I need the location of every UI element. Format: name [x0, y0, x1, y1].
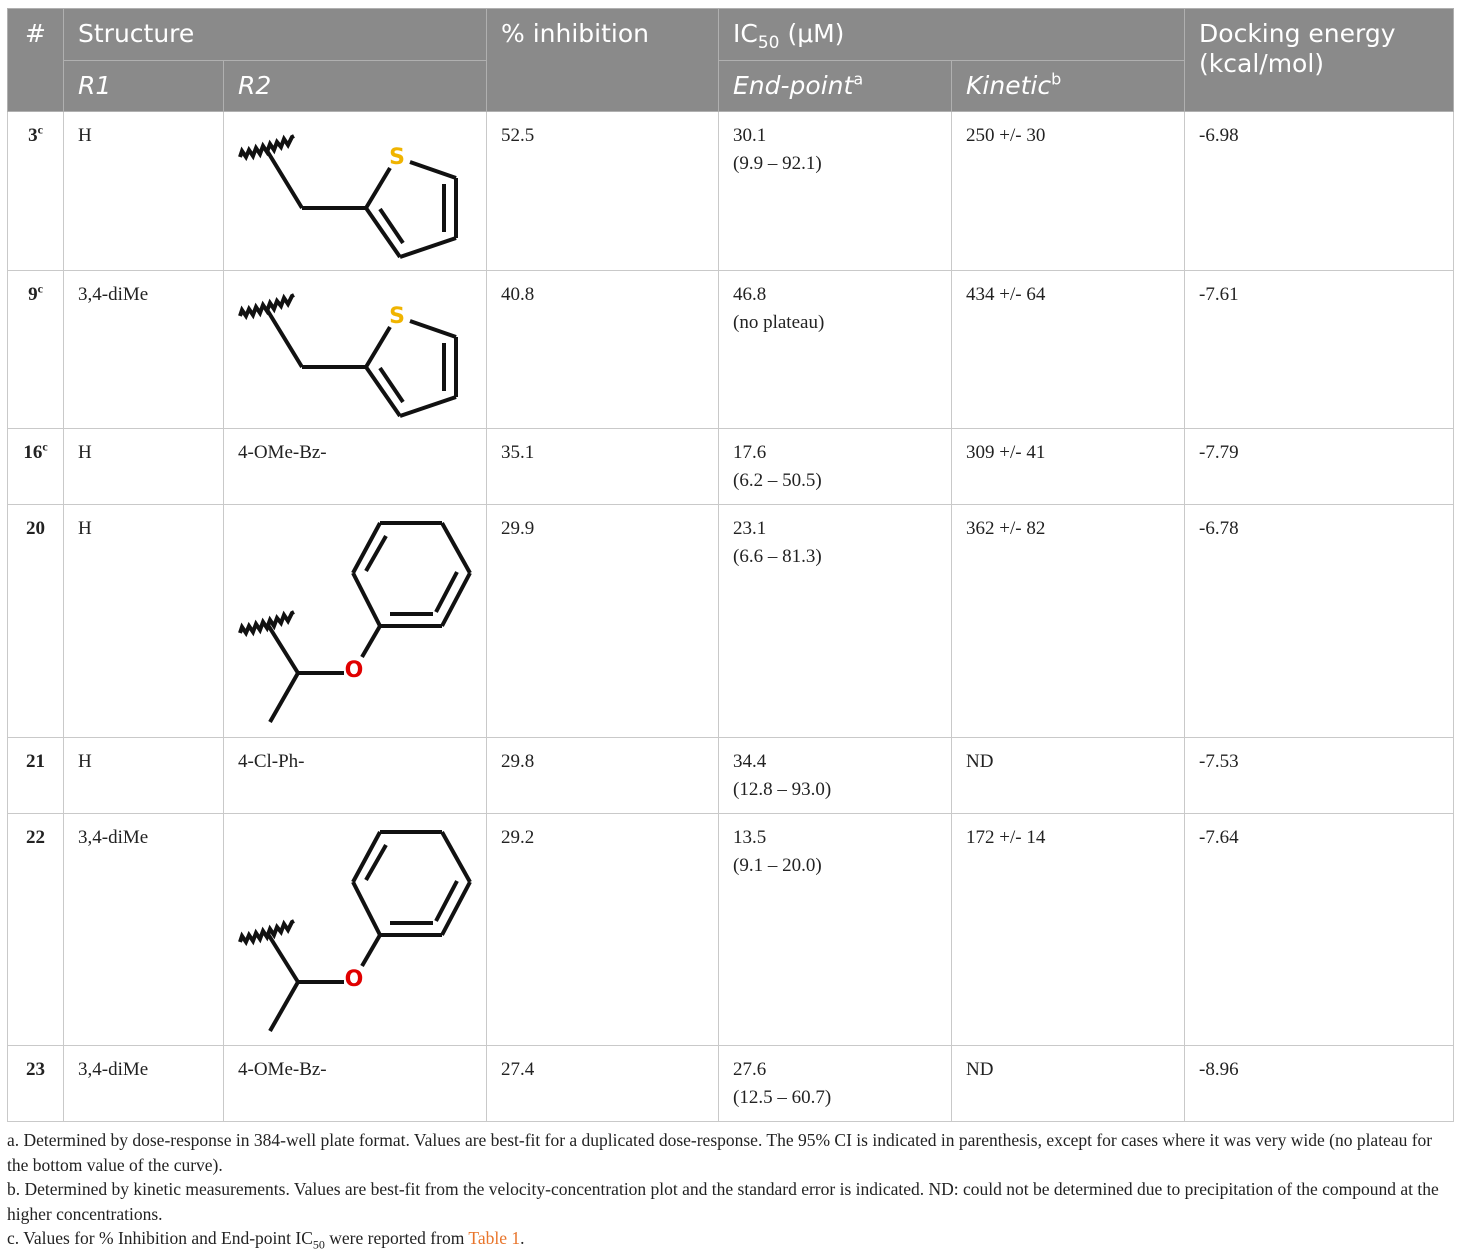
compound-id: 21: [8, 738, 64, 814]
endpoint-cell: 13.5 (9.1 – 20.0): [719, 814, 952, 1046]
compound-id: 16$^c$: [8, 429, 64, 505]
footnote-c: c. Values for % Inhibition and End-point $IC_{50}$ were reported from Table 1.: [7, 1228, 525, 1252]
ic50-prefix: IC: [733, 19, 758, 48]
r2-structure-phenoxy: [224, 505, 487, 738]
kinetic-label: Kinetic: [966, 71, 1052, 100]
endpoint-cell: 34.4 (12.8 – 93.0): [719, 738, 952, 814]
r1-cell: H: [64, 505, 224, 738]
compound-id: 3$^c$: [8, 112, 64, 271]
thiophene-structure: [224, 112, 486, 270]
docking-cell: -7.79: [1185, 429, 1454, 505]
r2-structure-phenoxy: [224, 814, 487, 1046]
compound-id: 20: [8, 505, 64, 738]
ic50-unit: (μM): [779, 19, 845, 48]
r1-cell: 3,4-diMe: [64, 1046, 224, 1122]
table-row: [8, 429, 1454, 505]
header-structure: Structure: [64, 9, 487, 61]
inhibition-cell: 29.9: [487, 505, 719, 738]
compound-id: 23: [8, 1046, 64, 1122]
docking-cell: -7.61: [1185, 271, 1454, 429]
endpoint-label: End-point: [733, 71, 854, 100]
header-r2: R2: [224, 61, 487, 112]
ic50-subscript: 50: [757, 33, 780, 53]
header-r1: R1: [64, 61, 224, 112]
endpoint-cell: 17.6 (6.2 – 50.5): [719, 429, 952, 505]
kinetic-footnote-mark: b: [1051, 69, 1062, 89]
endpoint-cell: 30.1 (9.9 – 92.1): [719, 112, 952, 271]
r2-structure-thiophene: [224, 271, 487, 429]
header-endpoint: [719, 61, 952, 112]
header-docking: Docking energy (kcal/mol): [1185, 9, 1454, 112]
compound-id: 9$^c$: [8, 271, 64, 429]
r1-cell: H: [64, 738, 224, 814]
header-number: #: [8, 9, 64, 112]
footnote-b: b. Determined by kinetic measurements. Values are best-fit from the velocity-concentration plot and the standard error is indicated. ND: could not be determined due to precipitation of the compound at the higher concentrations.: [7, 1179, 1439, 1224]
inhibition-cell: 52.5: [487, 112, 719, 271]
docking-cell: -8.96: [1185, 1046, 1454, 1122]
kinetic-cell: 434 +/- 64: [952, 271, 1185, 429]
r1-cell: H: [64, 429, 224, 505]
kinetic-cell: 309 +/- 41: [952, 429, 1185, 505]
phenoxy-structure: [224, 505, 486, 737]
thiophene-structure: [224, 271, 486, 428]
table-row: [8, 814, 1454, 1046]
r1-cell: H: [64, 112, 224, 271]
header-kinetic: [952, 61, 1185, 112]
svg-text:O: O: [344, 967, 364, 992]
docking-cell: -7.64: [1185, 814, 1454, 1046]
table-row: [8, 1046, 1454, 1122]
r1-cell: 3,4-diMe: [64, 814, 224, 1046]
table-row: [8, 738, 1454, 814]
inhibition-cell: 29.2: [487, 814, 719, 1046]
kinetic-cell: 250 +/- 30: [952, 112, 1185, 271]
svg-text:S: S: [389, 304, 405, 329]
footnote-a: a. Determined by dose-response in 384-well plate format. Values are best-fit for a duplicated dose-response. The 95% CI is indicated in parenthesis, except for cases where it was very wide (no plateau for the bottom value of the curve).: [7, 1130, 1433, 1175]
phenoxy-structure: [224, 814, 486, 1045]
kinetic-cell: 362 +/- 82: [952, 505, 1185, 738]
r1-cell: 3,4-diMe: [64, 271, 224, 429]
header-ic50: [719, 9, 1185, 61]
kinetic-cell: ND: [952, 738, 1185, 814]
inhibition-cell: 27.4: [487, 1046, 719, 1122]
table-row: [8, 112, 1454, 271]
inhibition-cell: 35.1: [487, 429, 719, 505]
inhibition-cell: 29.8: [487, 738, 719, 814]
docking-cell: -6.78: [1185, 505, 1454, 738]
docking-cell: -6.98: [1185, 112, 1454, 271]
r2-cell: 4-Cl-Ph-: [224, 738, 487, 814]
table-footnotes: [7, 1128, 1453, 1257]
svg-text:O: O: [344, 658, 364, 683]
r2-cell: 4-OMe-Bz-: [224, 429, 487, 505]
docking-cell: -7.53: [1185, 738, 1454, 814]
kinetic-cell: ND: [952, 1046, 1185, 1122]
r2-structure-thiophene: [224, 112, 487, 271]
endpoint-cell: 23.1 (6.6 – 81.3): [719, 505, 952, 738]
endpoint-cell: 27.6 (12.5 – 60.7): [719, 1046, 952, 1122]
table-1-link[interactable]: Table 1: [468, 1228, 521, 1248]
table-row: [8, 271, 1454, 429]
endpoint-cell: 46.8 (no plateau): [719, 271, 952, 429]
inhibition-cell: 40.8: [487, 271, 719, 429]
endpoint-footnote-mark: a: [853, 69, 864, 89]
r2-cell: 4-OMe-Bz-: [224, 1046, 487, 1122]
kinetic-cell: 172 +/- 14: [952, 814, 1185, 1046]
compound-id: 22: [8, 814, 64, 1046]
compound-table: [7, 8, 1454, 1122]
header-inhibition: % inhibition: [487, 9, 719, 112]
table-row: [8, 505, 1454, 738]
svg-text:S: S: [389, 145, 405, 170]
